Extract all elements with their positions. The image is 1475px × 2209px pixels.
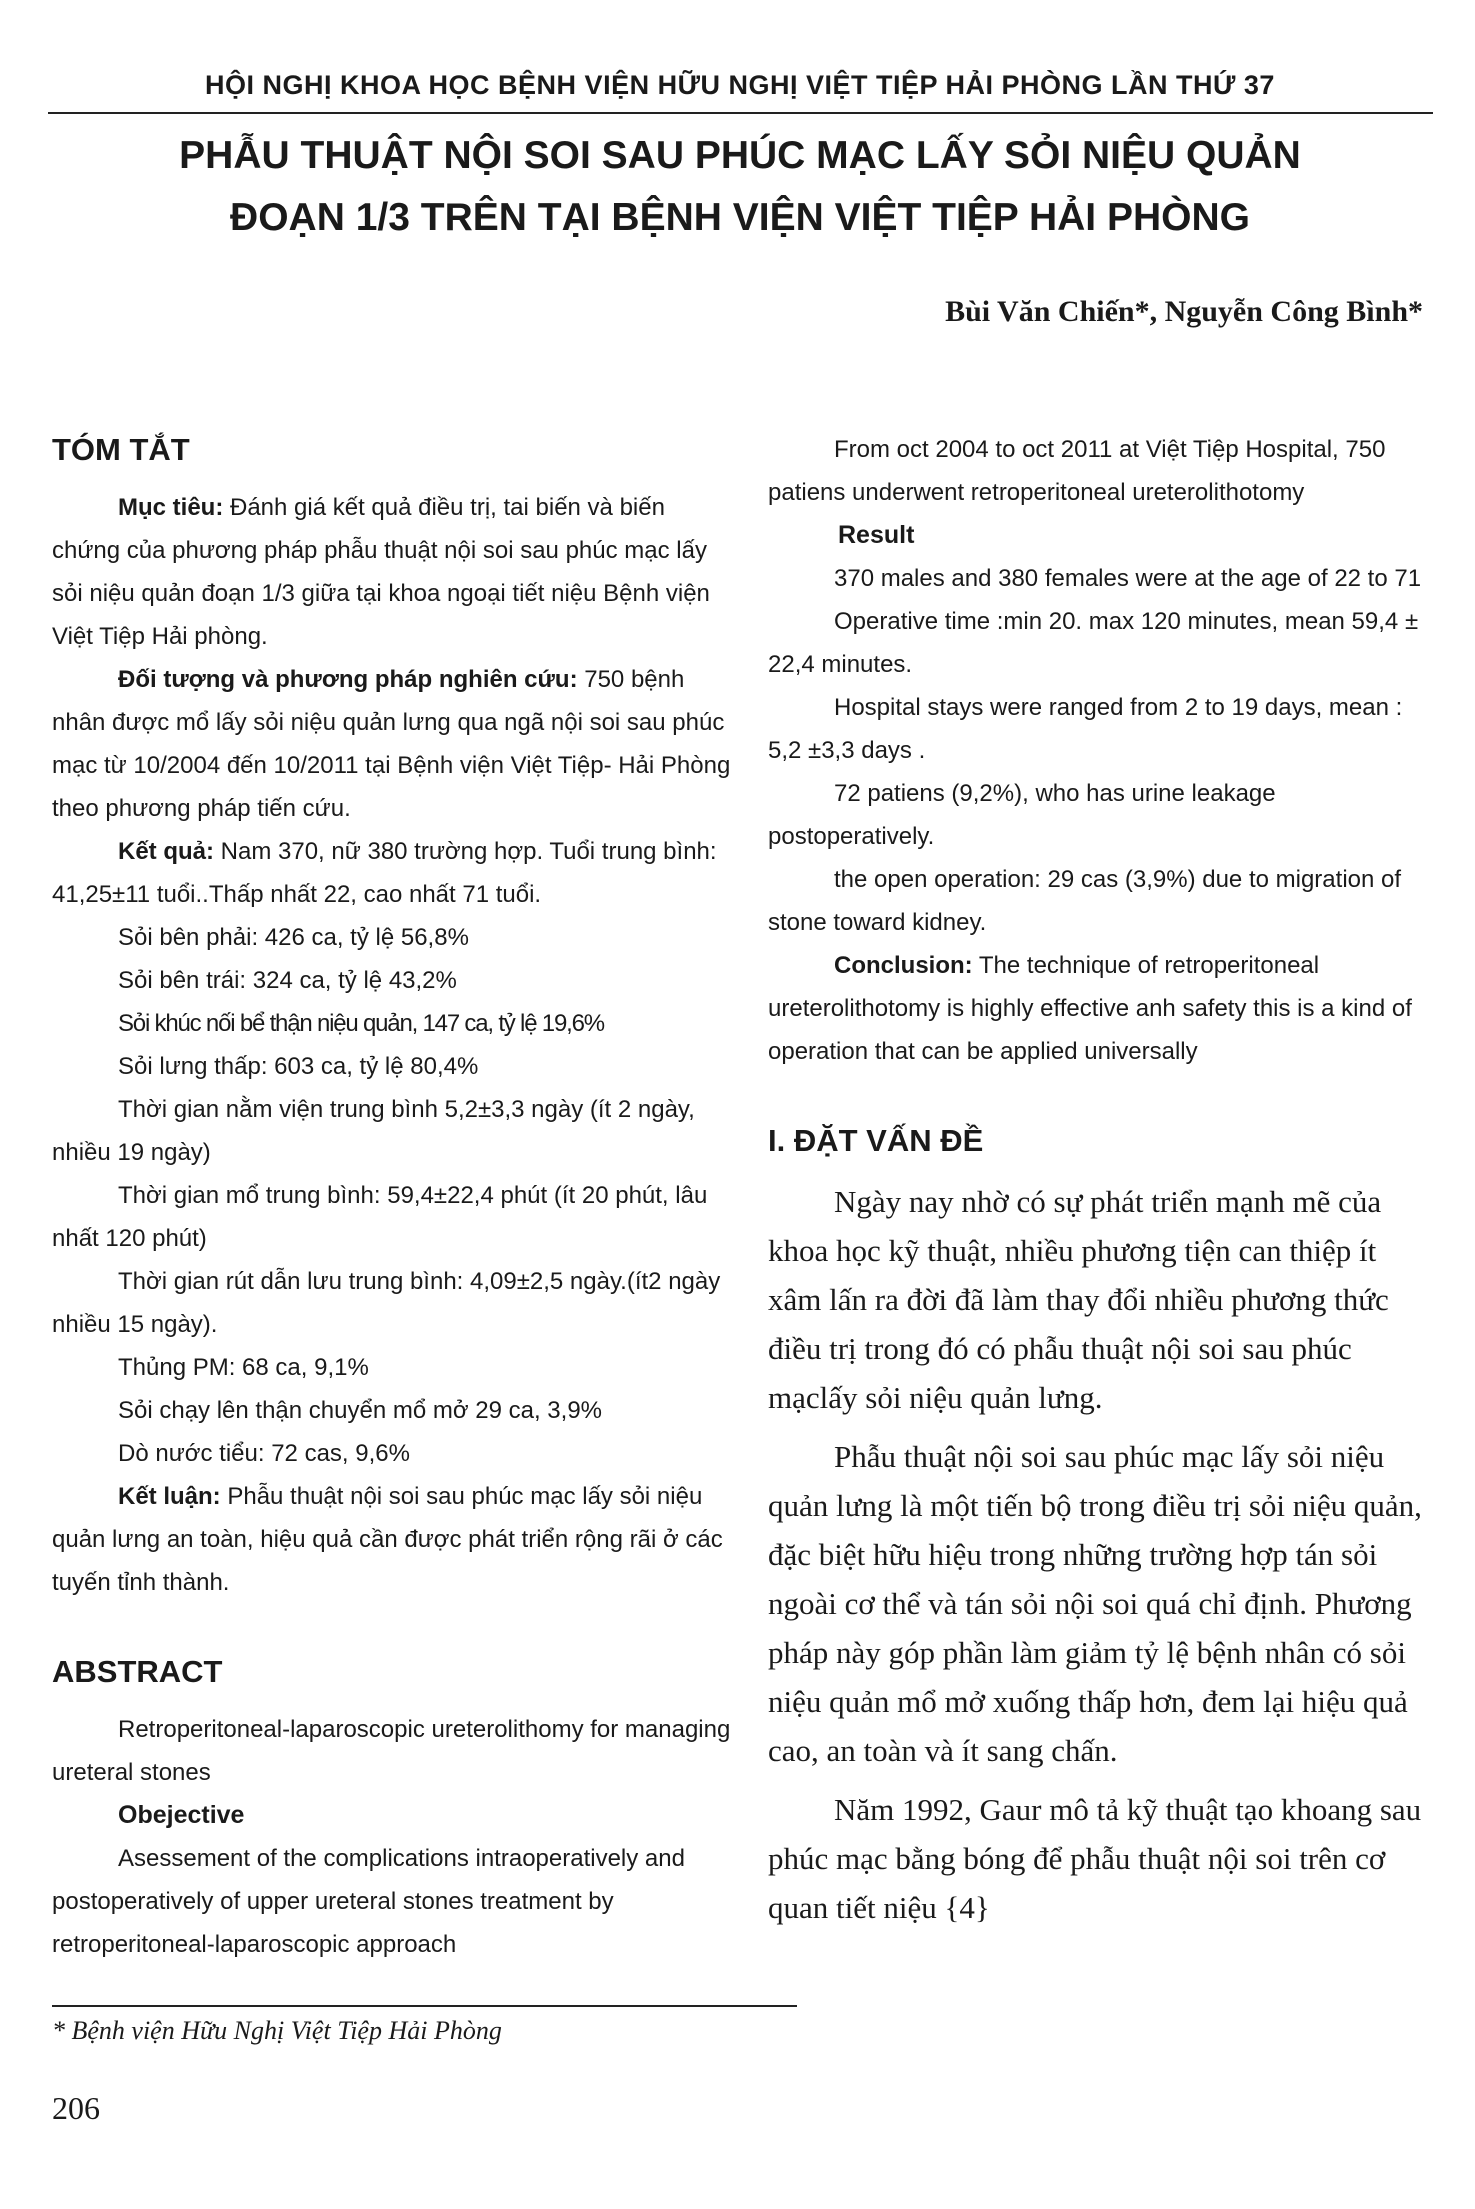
footnote: * Bệnh viện Hữu Nghị Việt Tiệp Hải Phòng xyxy=(52,2016,502,2045)
conclusion-text: Phẫu thuật nội soi sau phúc mạc lấy sỏi niệu quản lưng an toàn, hiệu quả cần được phát triển rộng rãi ở các tuyến tỉnh thành. xyxy=(52,1483,723,1596)
footnote-rule xyxy=(52,2005,797,2007)
abstract-result-item: 370 males and 380 females were at the age of 22 to 71 xyxy=(834,565,1422,592)
introduction-paragraph: Ngày nay nhờ có sự phát triển mạnh mẽ của khoa học kỹ thuật, nhiều phương tiện can thiệp ít xâm lấn ra đời đã làm thay đổi nhiều phương thức điều trị trong đó có phẫu thuật nội soi sau phúc mạclấy sỏi niệu quản lưng. xyxy=(768,1184,1389,1415)
results-text: Nam 370, nữ 380 trường hợp. Tuổi trung bình: 41,25±11 tuổi..Thấp nhất 22, cao nhất 71 tuổi. xyxy=(52,838,717,908)
abstract-result-item: 72 patiens (9,2%), who has urine leakage postoperatively. xyxy=(768,780,1276,850)
introduction-paragraph: Năm 1992, Gaur mô tả kỹ thuật tạo khoang sau phúc mạc bằng bóng để phẫu thuật nội soi trên cơ quan tiết niệu {4} xyxy=(768,1792,1422,1925)
abstract-result-item: Hospital stays were ranged from 2 to 19 days, mean : 5,2 ±3,3 days . xyxy=(768,694,1403,764)
right-column xyxy=(768,428,1430,1942)
page-number: 206 xyxy=(52,2090,100,2126)
drain-time-text: Thời gian rút dẫn lưu trung bình: 4,09±2,5 ngày.(ít2 ngày nhiều 15 ngày). xyxy=(52,1268,721,1338)
abstract-objective-text: Asessement of the complications intraoperatively and postoperatively of upper ureteral stones treatment by retroperitoneal-laparoscopic approach xyxy=(52,1845,685,1958)
authors: Bùi Văn Chiến*, Nguyễn Công Bình* xyxy=(945,295,1423,328)
abstract-result-item: Operative time :min 20. max 120 minutes, mean 59,4 ± 22,4 minutes. xyxy=(768,608,1419,678)
left-column xyxy=(52,428,732,1966)
abstract-methods-text: From oct 2004 to oct 2011 at Việt Tiệp Hospital, 750 patiens underwent retroperitoneal ureterolithotomy xyxy=(768,436,1386,506)
introduction-paragraph: Phẫu thuật nội soi sau phúc mạc lấy sỏi niệu quản lưng là một tiến bộ trong điều trị sỏi niệu quản, đặc biệt hữu hiệu trong những trường hợp tán sỏi ngoài cơ thể và tán sỏi nội soi quá chỉ định. Phương pháp này góp phần làm giảm tỷ lệ bệnh nhân có sỏi niệu quản mổ mở xuống thấp hơn, đem lại hiệu quả cao, an toàn và ít sang chấn. xyxy=(768,1439,1422,1768)
abstract-conclusion-label: Conclusion: xyxy=(834,952,973,979)
objective-label: Mục tiêu: xyxy=(118,494,224,521)
methods-text: 750 bệnh nhân được mổ lấy sỏi niệu quản lưng qua ngã nội soi sau phúc mạc từ 10/2004 đến 10/2011 tại Bệnh viện Việt Tiệp- Hải Phòng theo phương pháp tiến cứu. xyxy=(52,666,731,822)
objective-text: Đánh giá kết quả điều trị, tai biến và biến chứng của phương pháp phẫu thuật nội soi sau phúc mạc lấy sỏi niệu quản đoạn 1/3 giữa tại khoa ngoại tiết niệu Bệnh viện Việt Tiệp Hải phòng. xyxy=(52,494,710,650)
summary-conclusion xyxy=(52,1475,732,1604)
summary-methods xyxy=(52,658,732,830)
result-item: Sỏi bên trái: 324 ca, tỷ lệ 43,2% xyxy=(118,967,457,994)
abstract-conclusion-text: The technique of retroperitoneal ureterolithotomy is highly effective anh safety this is a kind of operation that can be applied universally xyxy=(768,952,1412,1065)
operative-time-text: Thời gian mổ trung bình: 59,4±22,4 phút (ít 20 phút, lâu nhất 120 phút) xyxy=(52,1182,708,1252)
abstract-title: Retroperitoneal-laparoscopic ureterolithomy for managing ureteral stones xyxy=(52,1716,731,1786)
abstract-conclusion xyxy=(768,944,1430,1073)
complication-item: Thủng PM: 68 ca, 9,1% xyxy=(118,1354,369,1381)
summary-heading: TÓM TẮT xyxy=(52,432,190,467)
summary-results xyxy=(52,830,732,916)
title-line-1: PHẪU THUẬT NỘI SOI SAU PHÚC MẠC LẤY SỎI NIỆU QUẢN xyxy=(179,134,1301,177)
introduction-heading: I. ĐẶT VẤN ĐỀ xyxy=(768,1123,984,1158)
running-header: HỘI NGHỊ KHOA HỌC BỆNH VIỆN HỮU NGHỊ VIỆT TIỆP HẢI PHÒNG LẦN THỨ 37 xyxy=(205,70,1275,100)
result-item: Sỏi lưng thấp: 603 ca, tỷ lệ 80,4% xyxy=(118,1053,479,1080)
result-item: Sỏi khúc nối bể thận niệu quản, 147 ca, tỷ lệ 19,6% xyxy=(118,1010,604,1037)
abstract-result-heading: Result xyxy=(838,521,915,549)
complication-item: Dò nước tiểu: 72 cas, 9,6% xyxy=(118,1440,410,1467)
title-line-2: ĐOẠN 1/3 TRÊN TẠI BỆNH VIỆN VIỆT TIỆP HẢI PHÒNG xyxy=(230,196,1250,239)
hospital-stay-text: Thời gian nằm viện trung bình 5,2±3,3 ngày (ít 2 ngày, nhiều 19 ngày) xyxy=(52,1096,695,1166)
complication-item: Sỏi chạy lên thận chuyển mổ mở 29 ca, 3,9% xyxy=(118,1397,603,1424)
abstract-objective-heading: Obejective xyxy=(118,1801,245,1829)
results-label: Kết quả: xyxy=(118,838,214,865)
abstract-result-item: the open operation: 29 cas (3,9%) due to migration of stone toward kidney. xyxy=(768,866,1402,936)
conclusion-label: Kết luận: xyxy=(118,1483,221,1510)
paper-title xyxy=(60,125,1420,249)
result-item: Sỏi bên phải: 426 ca, tỷ lệ 56,8% xyxy=(118,924,469,951)
abstract-heading: ABSTRACT xyxy=(52,1654,223,1689)
header-rule xyxy=(48,112,1433,114)
summary-objective xyxy=(52,486,732,658)
methods-label: Đối tượng và phương pháp nghiên cứu: xyxy=(118,666,578,693)
